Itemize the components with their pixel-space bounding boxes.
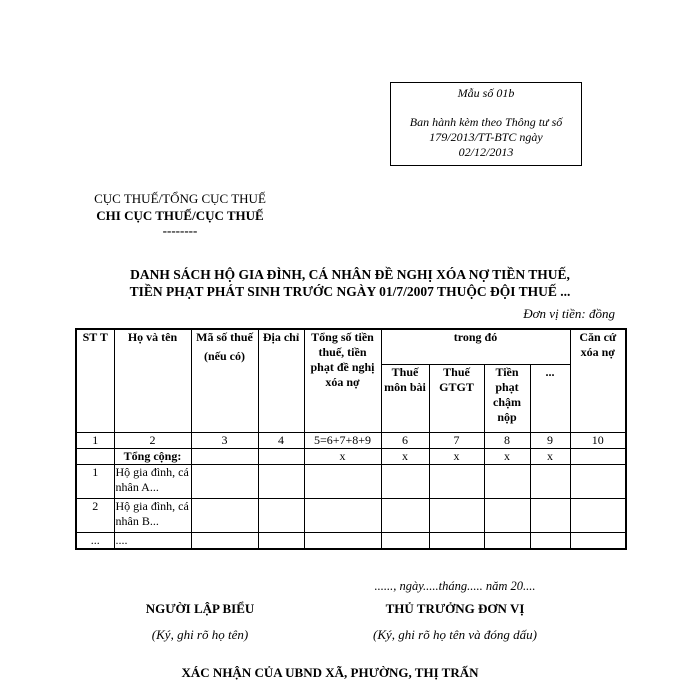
table-row: [76, 498, 626, 532]
date-line: ......, ngày.....tháng..... năm 20....: [374, 579, 536, 593]
total-row-mark: x: [304, 448, 381, 464]
row-name: ....: [114, 532, 191, 549]
col-number-7: 7: [429, 432, 484, 448]
agency-line-1: CỤC THUẾ/TỔNG CỤC THUẾ: [94, 191, 266, 206]
col-number-9: 9: [530, 432, 570, 448]
col-number-1: 1: [76, 432, 114, 448]
total-row-label: Tổng cộng:: [114, 448, 191, 464]
header-late-penalty: Tiền phạt chậm nộp: [484, 364, 530, 432]
header-tax-code-label: Mã số thuế: [196, 330, 253, 344]
preparer-title: NGƯỜI LẬP BIỂU: [145, 601, 255, 616]
form-number-box: [390, 82, 582, 166]
total-row-address: [258, 448, 304, 464]
row-stt: 1: [76, 464, 114, 498]
tax-debt-table: [75, 328, 627, 550]
header-tax-code-note: (nếu có): [204, 349, 245, 363]
table-row: [76, 464, 626, 498]
form-circular-date: 02/12/2013: [458, 145, 514, 159]
confirmation-heading: XÁC NHẬN CỦA UBND XÃ, PHƯỜNG, THỊ TRẤN: [181, 665, 479, 680]
total-row-mark: x: [530, 448, 570, 464]
col-number-4: 4: [258, 432, 304, 448]
col-number-2: 2: [114, 432, 191, 448]
currency-unit-note: Đơn vị tiền: đồng: [523, 306, 615, 321]
header-vat: Thuế GTGT: [429, 364, 484, 432]
document-title-line-1: DANH SÁCH HỘ GIA ĐÌNH, CÁ NHÂN ĐỀ NGHỊ XÓA NỢ TIỀN THUẾ,: [130, 267, 570, 282]
col-number-3: 3: [191, 432, 258, 448]
form-number: Mẫu số 01b: [457, 86, 515, 100]
agency-line-2: CHI CỤC THUẾ/CỤC THUẾ: [96, 208, 264, 223]
col-number-5: 5=6+7+8+9: [304, 432, 381, 448]
header-more: ...: [530, 364, 570, 432]
form-issuance-line: Ban hành kèm theo Thông tư số: [409, 115, 563, 129]
row-stt: 2: [76, 498, 114, 532]
agency-divider: --------: [162, 223, 198, 238]
col-number-8: 8: [484, 432, 530, 448]
header-name: Họ và tên: [114, 329, 191, 432]
col-number-10: 10: [570, 432, 626, 448]
row-name: Hộ gia đình, cá nhân B...: [114, 498, 191, 532]
header-tax-code: [191, 329, 258, 432]
header-total: Tổng số tiền thuế, tiền phạt đề nghị xóa nợ: [304, 329, 381, 432]
header-stt: ST T: [76, 329, 114, 432]
header-of-which: trong đó: [381, 329, 570, 364]
row-name: Hộ gia đình, cá nhân A...: [114, 464, 191, 498]
total-row-mark: x: [381, 448, 429, 464]
document-title-line-2: TIỀN PHẠT PHÁT SINH TRƯỚC NGÀY 01/7/2007 THUỘC ĐỘI THUẾ ...: [129, 284, 571, 299]
header-address: Địa chỉ: [258, 329, 304, 432]
header-license-tax: Thuế môn bài: [381, 364, 429, 432]
head-of-unit-title: THỦ TRƯỞNG ĐƠN VỊ: [385, 601, 525, 616]
col-number-6: 6: [381, 432, 429, 448]
total-row-mark: x: [429, 448, 484, 464]
preparer-note: (Ký, ghi rõ họ tên): [151, 627, 249, 642]
total-row-stt: [76, 448, 114, 464]
total-row-basis: [570, 448, 626, 464]
header-basis: Căn cứ xóa nợ: [570, 329, 626, 432]
form-circular-number: 179/2013/TT-BTC ngày: [429, 130, 543, 144]
head-of-unit-note: (Ký, ghi rõ họ tên và đóng dấu): [373, 627, 537, 642]
total-row-tax-code: [191, 448, 258, 464]
table-row: [76, 532, 626, 549]
row-stt: ...: [76, 532, 114, 549]
total-row-mark: x: [484, 448, 530, 464]
